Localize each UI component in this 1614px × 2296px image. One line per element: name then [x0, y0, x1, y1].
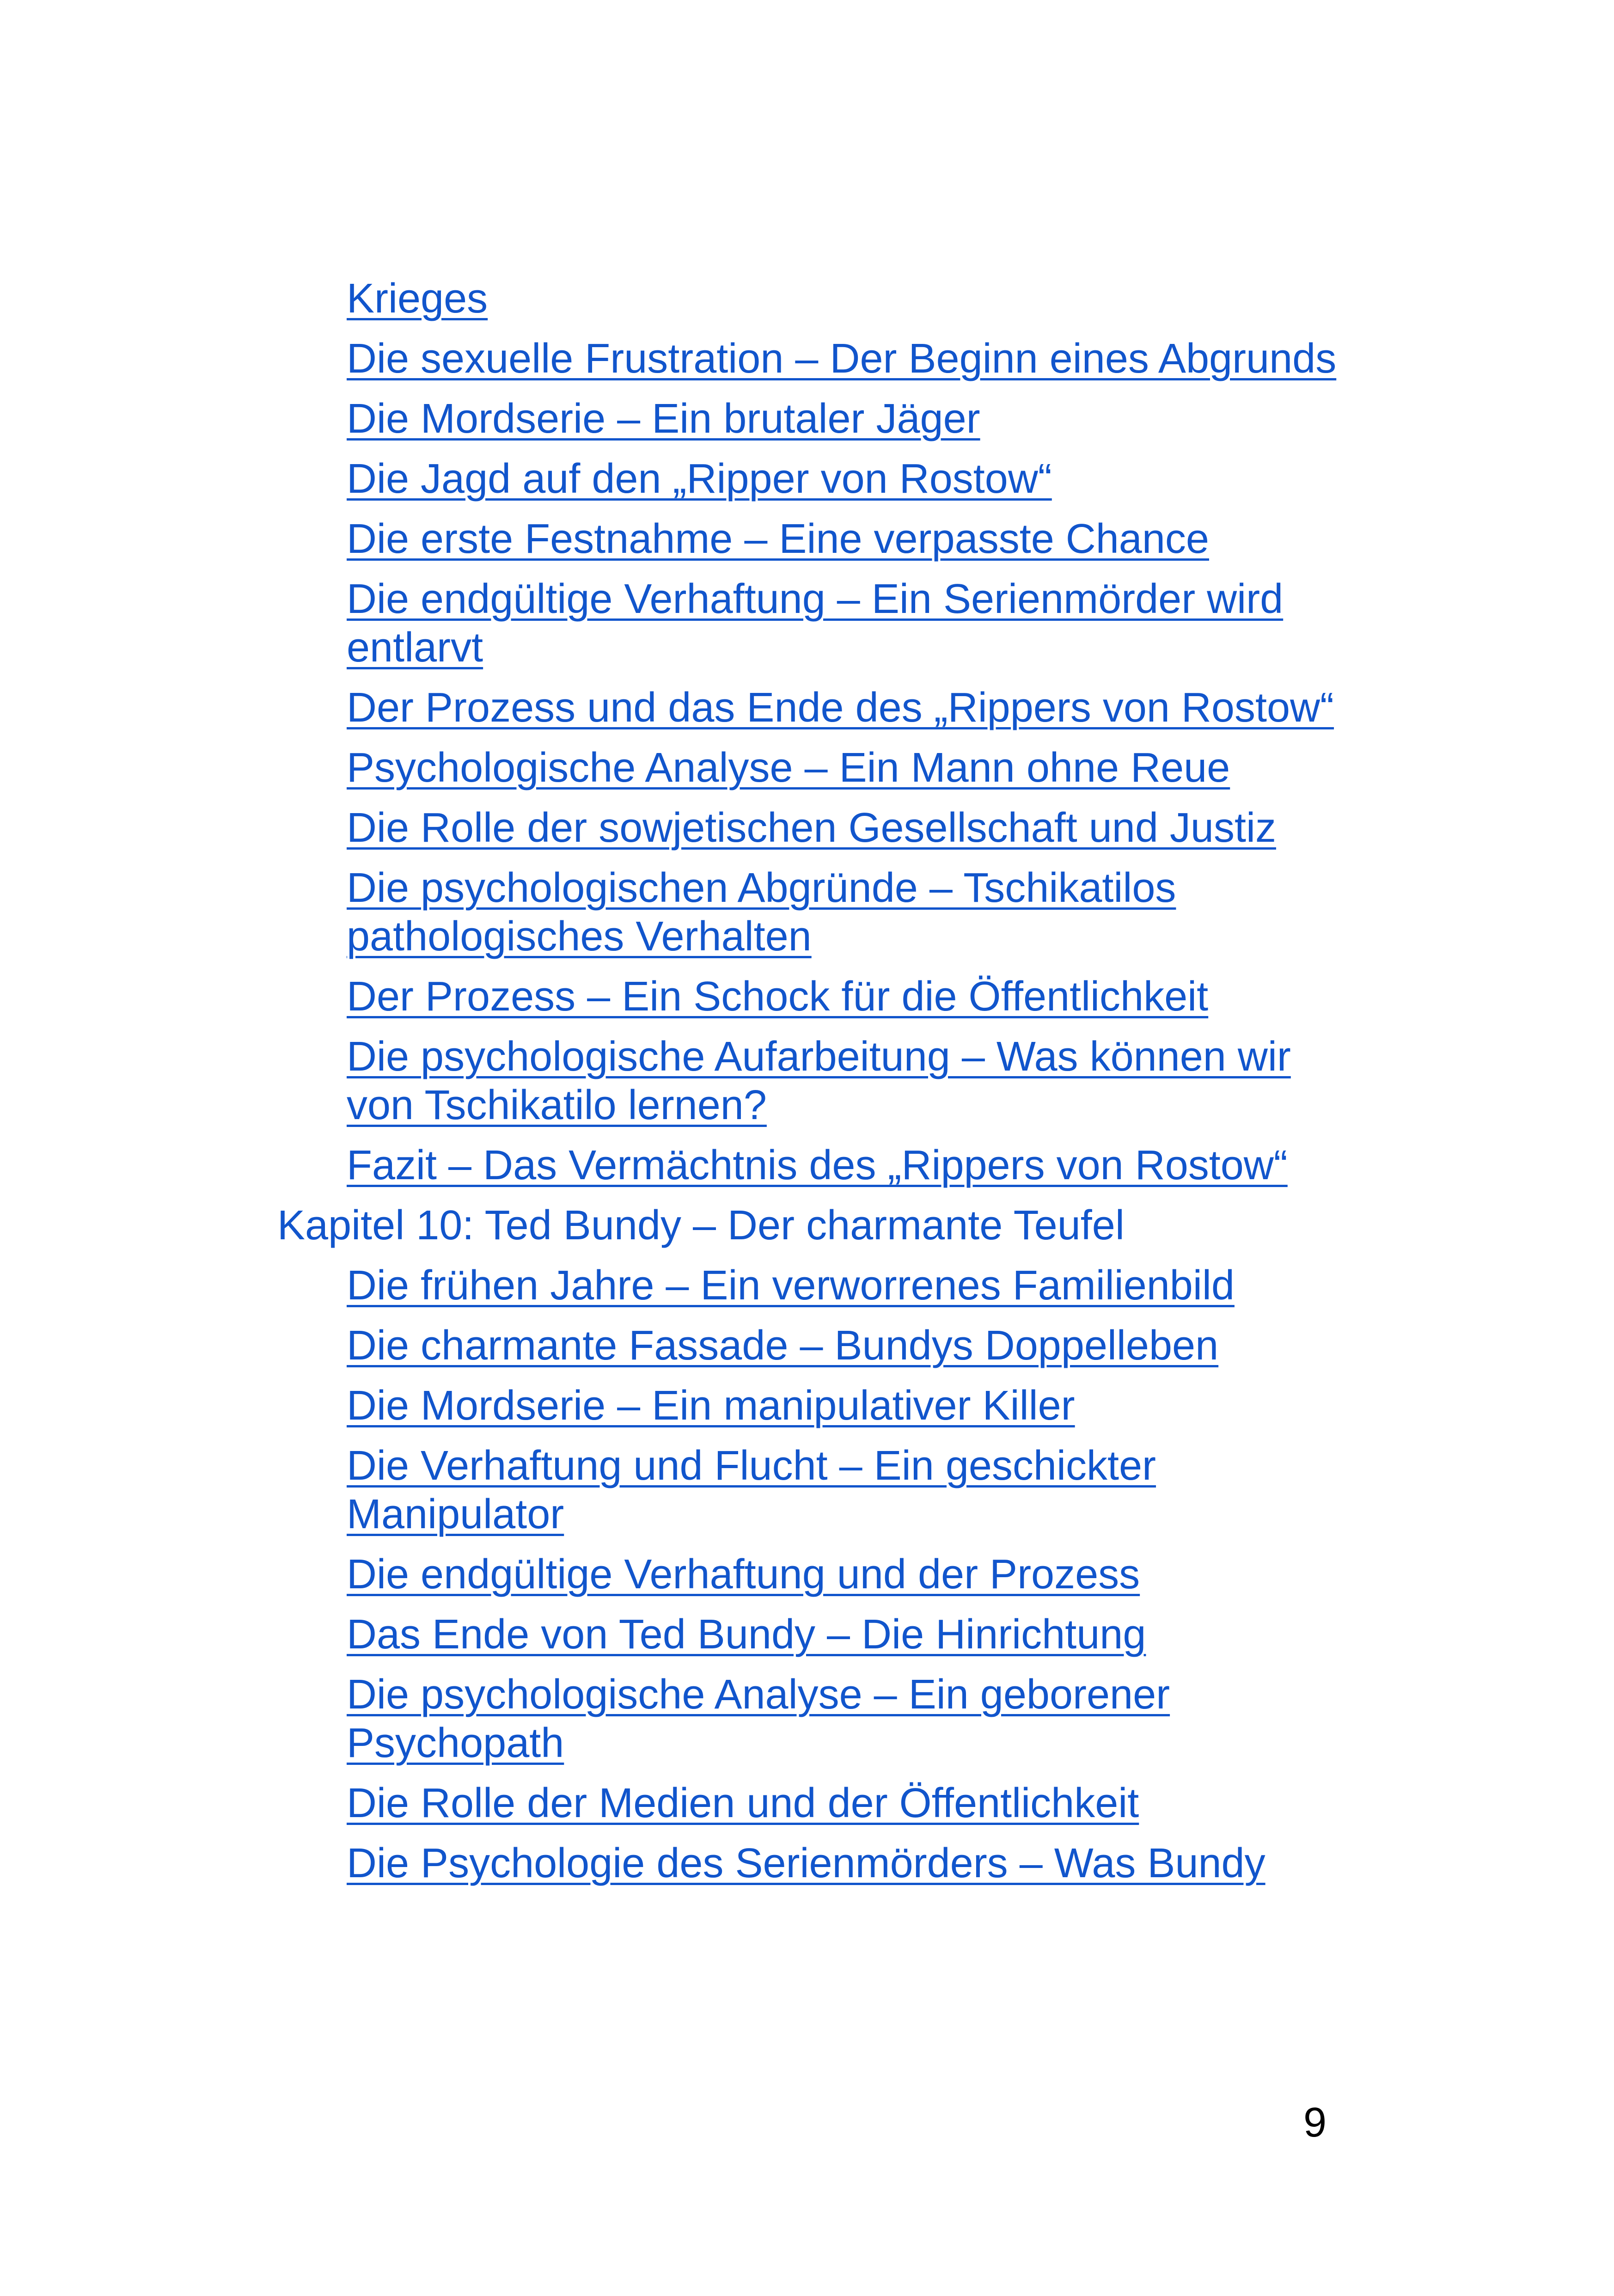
toc-link[interactable]: Krieges — [347, 276, 488, 322]
toc-link[interactable]: Die charmante Fassade – Bundys Doppelleben — [347, 1322, 1219, 1369]
toc-entry[interactable] — [277, 275, 1340, 323]
toc-entry[interactable] — [277, 1839, 1340, 1888]
toc-entry[interactable] — [277, 1261, 1340, 1310]
toc-link[interactable]: Die Mordserie – Ein manipulativer Killer — [347, 1383, 1075, 1429]
toc-entry[interactable] — [277, 575, 1340, 672]
toc-entry[interactable] — [277, 1382, 1340, 1430]
toc-link[interactable]: Der Prozess und das Ende des „Rippers von Rostow“ — [347, 685, 1334, 731]
table-of-contents — [277, 275, 1340, 1899]
toc-entry[interactable] — [277, 455, 1340, 503]
toc-entry[interactable] — [277, 335, 1340, 383]
toc-link[interactable]: Die erste Festnahme – Eine verpasste Chance — [347, 516, 1209, 562]
toc-entry[interactable] — [277, 395, 1340, 443]
toc-entry[interactable] — [277, 1610, 1340, 1659]
toc-link[interactable]: Die Verhaftung und Flucht – Ein geschickter Manipulator — [347, 1443, 1156, 1537]
toc-entry[interactable] — [277, 1141, 1340, 1190]
toc-link[interactable]: Die psychologische Analyse – Ein geborener Psychopath — [347, 1671, 1170, 1766]
toc-entry[interactable] — [277, 804, 1340, 852]
toc-link[interactable]: Die sexuelle Frustration – Der Beginn eines Abgrunds — [347, 336, 1337, 382]
toc-entry[interactable] — [277, 1033, 1340, 1130]
toc-entry[interactable] — [277, 744, 1340, 792]
toc-entry[interactable] — [277, 1550, 1340, 1599]
toc-link[interactable]: Fazit – Das Vermächtnis des „Rippers von Rostow“ — [347, 1142, 1288, 1188]
toc-chapter-entry[interactable] — [277, 1201, 1340, 1250]
toc-link[interactable]: Die endgültige Verhaftung und der Prozess — [347, 1551, 1140, 1598]
toc-entry[interactable] — [277, 1442, 1340, 1539]
toc-link[interactable]: Die endgültige Verhaftung – Ein Serienmörder wird entlarvt — [347, 576, 1284, 671]
toc-link[interactable]: Die Rolle der sowjetischen Gesellschaft und Justiz — [347, 805, 1276, 851]
toc-link[interactable]: Die frühen Jahre – Ein verworrenes Familienbild — [347, 1262, 1235, 1309]
toc-chapter-link[interactable]: Kapitel 10: Ted Bundy – Der charmante Teufel — [277, 1202, 1125, 1249]
toc-link[interactable]: Das Ende von Ted Bundy – Die Hinrichtung — [347, 1611, 1146, 1658]
toc-link[interactable]: Die psychologischen Abgründe – Tschikatilos pathologisches Verhalten — [347, 865, 1176, 960]
toc-entry[interactable] — [277, 1779, 1340, 1828]
toc-entry[interactable] — [277, 515, 1340, 563]
toc-link[interactable]: Die Psychologie des Serienmörders – Was Bundy — [347, 1840, 1266, 1886]
toc-entry[interactable] — [277, 1671, 1340, 1768]
toc-entry[interactable] — [277, 864, 1340, 961]
toc-entry[interactable] — [277, 973, 1340, 1021]
page-number: 9 — [1303, 2100, 1327, 2146]
toc-link[interactable]: Die psychologische Aufarbeitung – Was können wir von Tschikatilo lernen? — [347, 1034, 1291, 1128]
toc-link[interactable]: Der Prozess – Ein Schock für die Öffentlichkeit — [347, 974, 1209, 1020]
toc-link[interactable]: Psychologische Analyse – Ein Mann ohne Reue — [347, 745, 1230, 791]
toc-entry[interactable] — [277, 684, 1340, 732]
toc-link[interactable]: Die Rolle der Medien und der Öffentlichkeit — [347, 1780, 1139, 1826]
toc-link[interactable]: Die Mordserie – Ein brutaler Jäger — [347, 396, 980, 442]
toc-link[interactable]: Die Jagd auf den „Ripper von Rostow“ — [347, 456, 1052, 502]
toc-entry[interactable] — [277, 1322, 1340, 1370]
